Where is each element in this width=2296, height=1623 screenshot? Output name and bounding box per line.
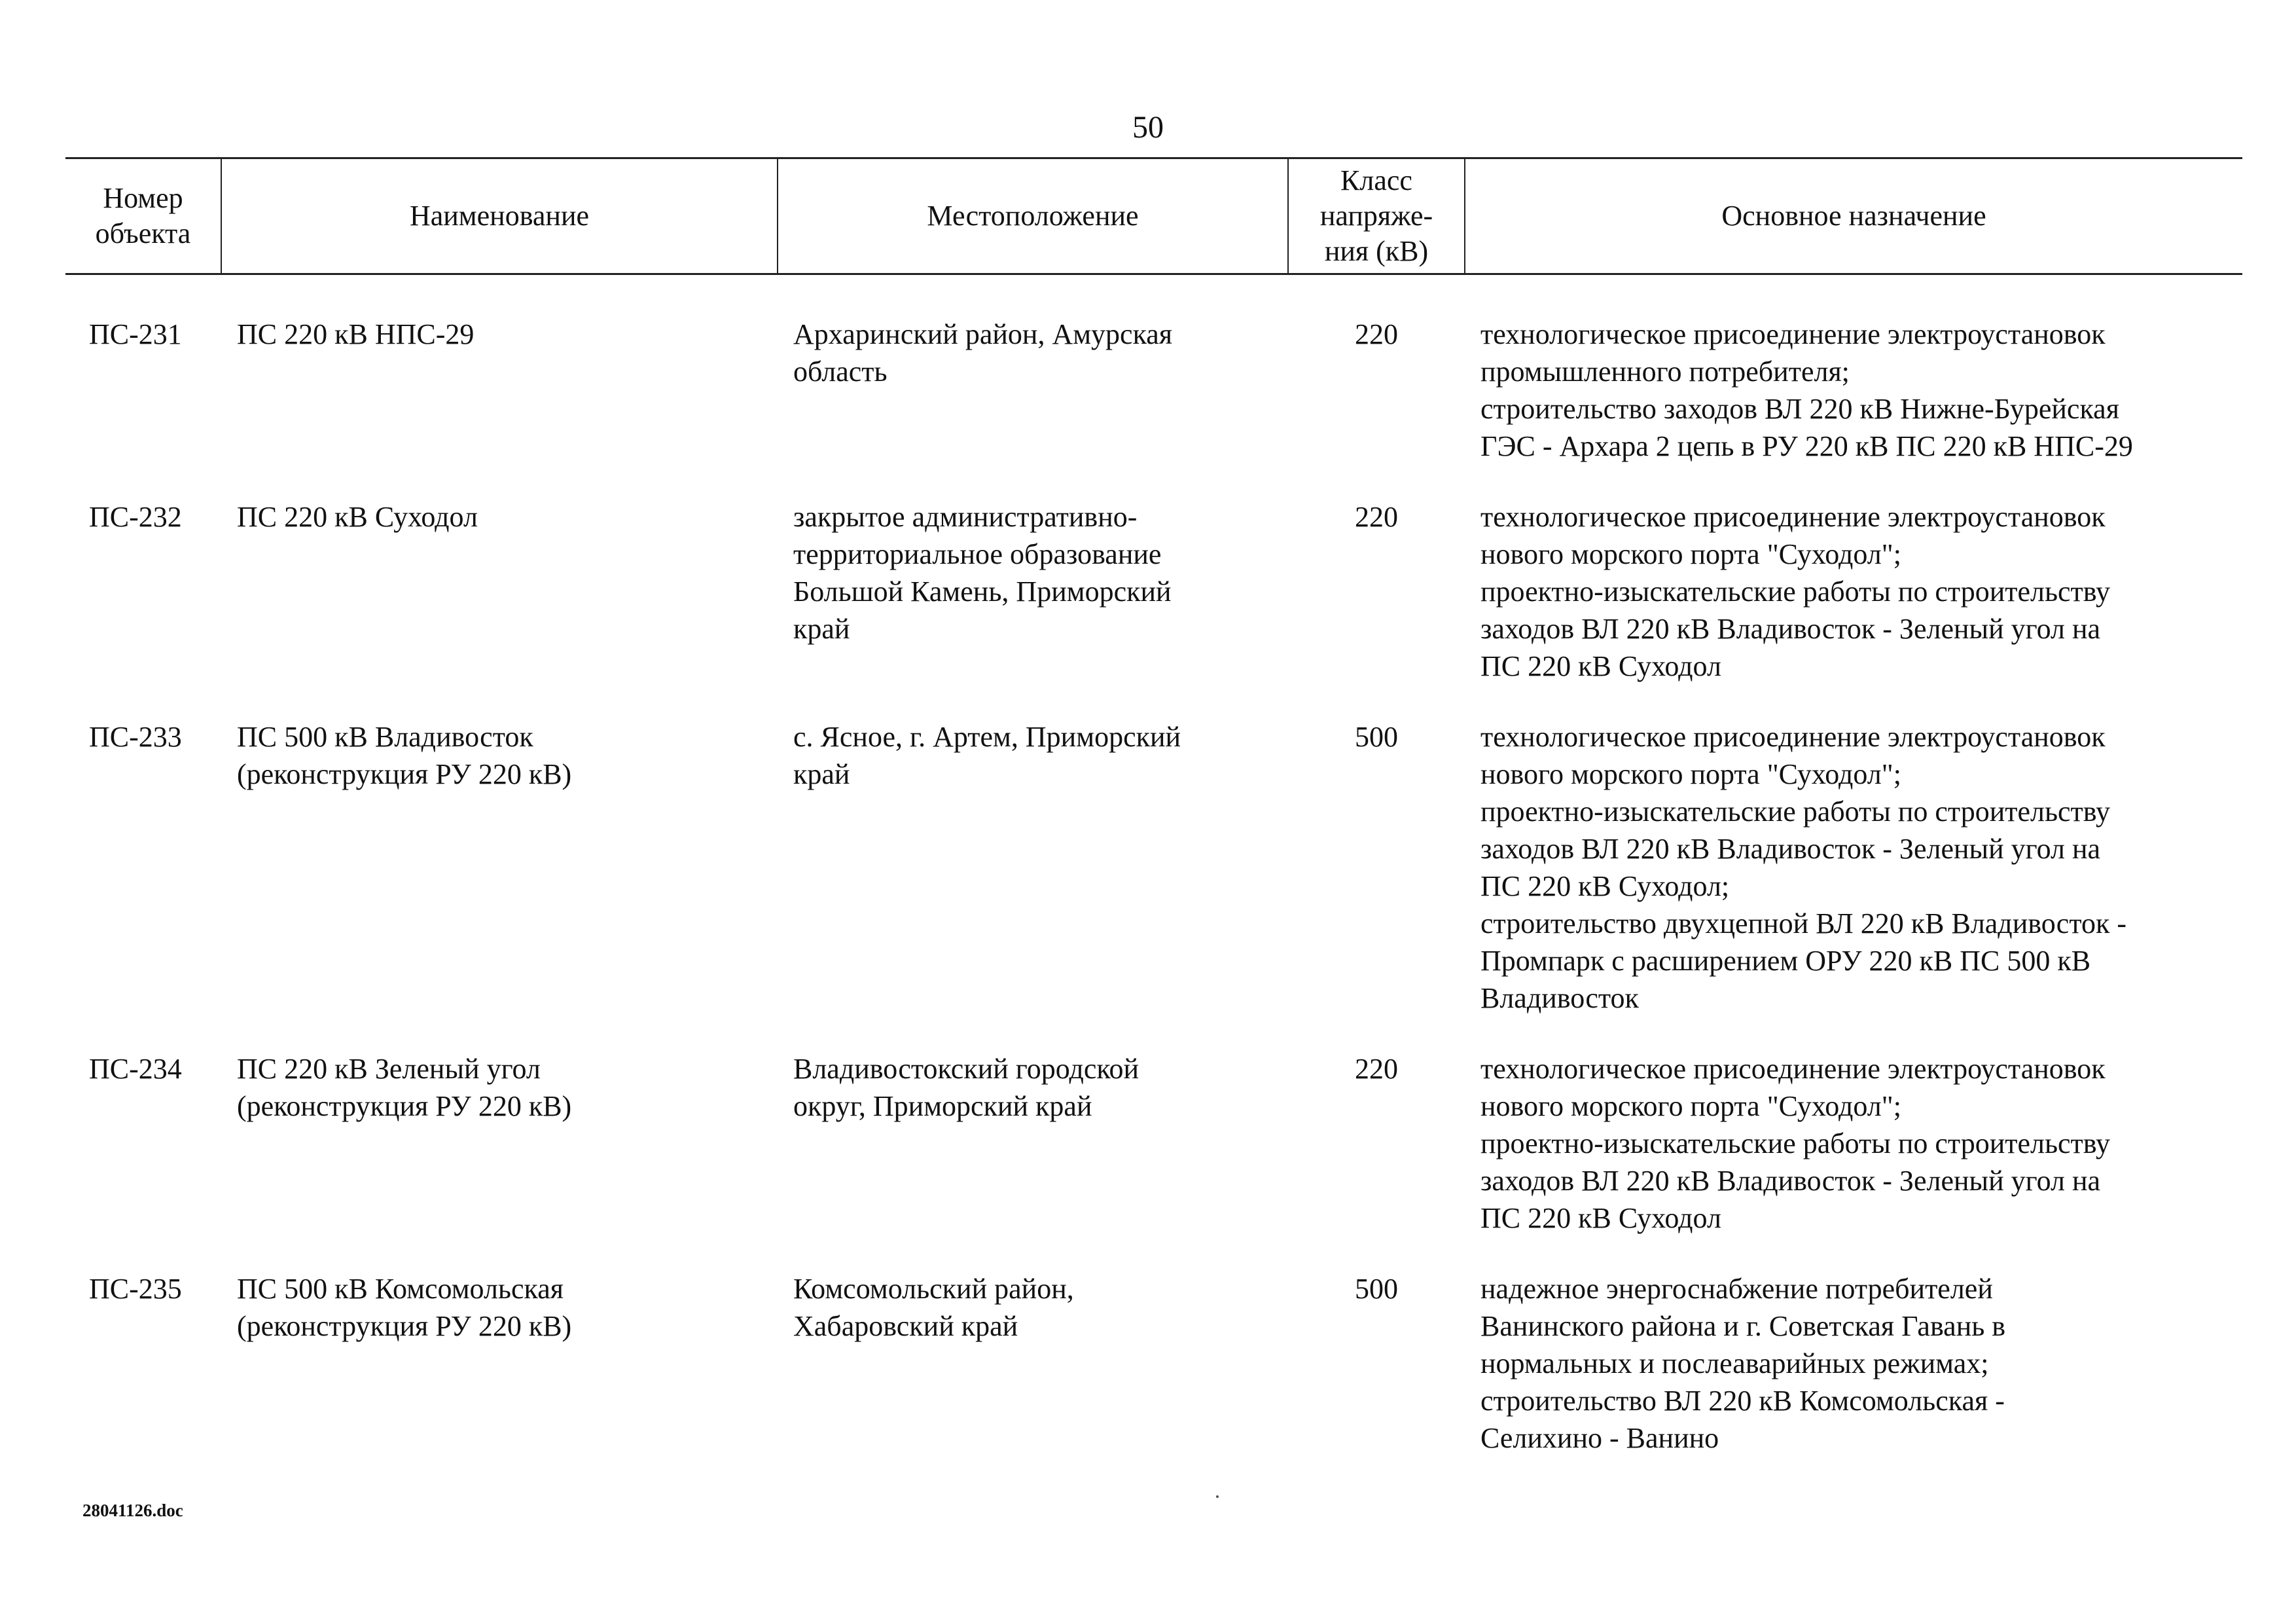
cell-name: ПС 220 кВ Суходол [237,501,478,533]
cell-location: с. Ясное, г. Артем, Приморский край [793,721,1181,790]
table-header [65,158,2242,274]
header-name: Наименование [221,158,778,274]
cell-location: Архаринский район, Амурская область [793,318,1173,388]
cell-purpose: технологическое присоединение электроустановок нового морского порта "Суходол"; проектно-изыскательские работы по строительству заходов ВЛ 220 кВ Владивосток - Зеленый угол на ПС 220 кВ Суходол [1480,1053,2111,1234]
cell-voltage: 220 [1355,318,1398,350]
page-number: 50 [1132,110,1164,145]
cell-purpose: надежное энергоснабжение потребителей Ванинского района и г. Советская Гавань в нормальных и послеаварийных режимах; строительство ВЛ 220 кВ Комсомольская - Селихино - Ванино [1480,1273,2006,1454]
cell-voltage: 220 [1355,1053,1398,1085]
cell-voltage: 220 [1355,501,1398,533]
table-row [65,1050,2242,1270]
table-row [65,498,2242,718]
cell-object-id: ПС-231 [89,318,182,350]
header-row [65,158,2242,274]
cell-object-id: ПС-233 [89,721,182,753]
cell-purpose: технологическое присоединение электроустановок нового морского порта "Суходол"; проектно-изыскательские работы по строительству заходов ВЛ 220 кВ Владивосток - Зеленый угол на ПС 220 кВ Суходол; строительство двухцепной ВЛ 220 кВ Владивосток - Промпарк с расширением ОРУ 220 кВ ПС 500 кВ Владивосток [1480,721,2127,1014]
cell-voltage: 500 [1355,721,1398,753]
table-body [65,274,2242,1491]
cell-voltage: 500 [1355,1273,1398,1305]
cell-location: Владивостокский городской округ, Приморский край [793,1053,1139,1122]
cell-name: ПС 220 кВ НПС-29 [237,318,475,350]
header-object-number: Номер объекта [65,158,221,274]
cell-object-id: ПС-234 [89,1053,182,1085]
table-row [65,1270,2242,1490]
cell-location: закрытое административно- территориальное образование Большой Камень, Приморский край [793,501,1172,645]
header-location: Местоположение [778,158,1288,274]
table-row [65,718,2242,1050]
cell-purpose: технологическое присоединение электроустановок нового морского порта "Суходол"; проектно-изыскательские работы по строительству заходов ВЛ 220 кВ Владивосток - Зеленый угол на ПС 220 кВ Суходол [1480,501,2111,682]
scan-speck [1216,1495,1219,1498]
substations-table [65,157,2242,1490]
table-row [65,274,2242,499]
cell-name: ПС 500 кВ Владивосток (реконструкция РУ 220 кВ) [237,721,572,790]
cell-object-id: ПС-235 [89,1273,182,1305]
footer-filename: 28041126.doc [82,1501,183,1520]
header-voltage-class: Класс напряже- ния (кВ) [1288,158,1465,274]
cell-purpose: технологическое присоединение электроустановок промышленного потребителя; строительство заходов ВЛ 220 кВ Нижне-Бурейская ГЭС - Архара 2 цепь в РУ 220 кВ ПС 220 кВ НПС-29 [1480,318,2133,462]
cell-name: ПС 220 кВ Зеленый угол (реконструкция РУ 220 кВ) [237,1053,572,1122]
header-purpose: Основное назначение [1465,158,2242,274]
cell-name: ПС 500 кВ Комсомольская (реконструкция РУ 220 кВ) [237,1273,572,1342]
cell-object-id: ПС-232 [89,501,182,533]
cell-location: Комсомольский район, Хабаровский край [793,1273,1074,1342]
